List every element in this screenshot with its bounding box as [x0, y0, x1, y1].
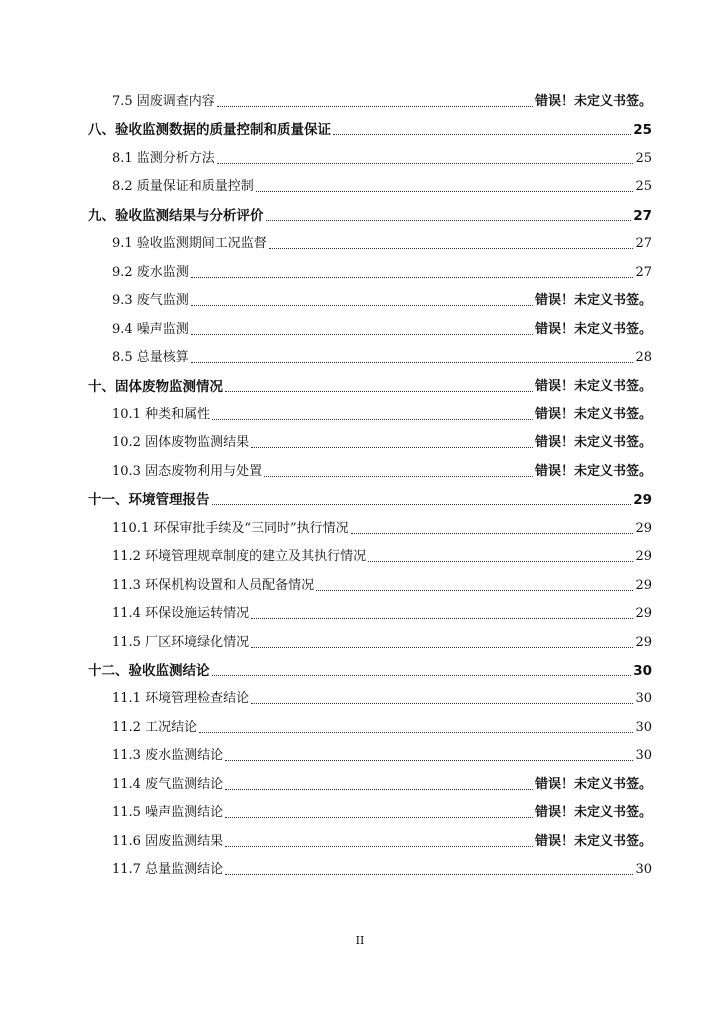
dot-leader [191, 334, 533, 335]
toc-entry[interactable] [112, 316, 652, 338]
toc-entry-label: 8.5 总量核算 [112, 350, 189, 366]
toc-entry-label: 十二、验收监测结论 [88, 663, 210, 679]
toc-entry-bookmark-error: 错误！未定义书签。 [534, 805, 652, 821]
toc-entry-label: 11.4 废气监测结论 [112, 776, 224, 792]
toc-entry-label: 9.4 噪声监测 [112, 321, 189, 337]
toc-entry[interactable] [112, 515, 652, 537]
toc-entry-page: 25 [635, 150, 652, 166]
toc-entry[interactable] [112, 572, 652, 594]
dot-leader [251, 447, 533, 448]
dot-leader [351, 533, 634, 534]
toc-entry-label: 10.2 固体废物监测结果 [112, 435, 250, 451]
dot-leader [217, 163, 634, 164]
dot-leader [251, 618, 633, 619]
dot-leader [225, 789, 533, 790]
toc-entry[interactable] [112, 629, 652, 651]
toc-entry-label: 7.5 固废调查内容 [112, 94, 215, 109]
toc-entry-label: 11.5 厂区环境绿化情况 [112, 634, 250, 650]
toc-entry[interactable] [112, 145, 652, 167]
toc-entry[interactable] [88, 486, 652, 508]
toc-entry-bookmark-error: 错误！未定义书签。 [534, 94, 652, 109]
toc-entry-label: 九、验收监测结果与分析评价 [88, 207, 264, 224]
toc-entry[interactable] [112, 259, 652, 281]
toc-entry-label: 10.3 固态废物利用与处置 [112, 463, 263, 479]
toc-entry-label: 11.3 环保机构设置和人员配备情况 [112, 577, 315, 593]
toc-entry[interactable] [112, 828, 652, 850]
toc-entry-label: 11.3 废水监测结论 [112, 748, 224, 764]
page-number: II [355, 934, 365, 947]
dot-leader [217, 106, 533, 107]
dot-leader [368, 561, 633, 562]
toc-entry-label: 9.2 废水监测 [112, 264, 189, 280]
toc-entry[interactable] [112, 543, 652, 565]
toc-entry-label: 110.1 环保审批手续及“三同时”执行情况 [112, 520, 349, 536]
dot-leader [212, 675, 632, 676]
dot-leader [212, 419, 533, 420]
toc-entry[interactable] [112, 771, 652, 793]
toc-entry[interactable] [112, 458, 652, 480]
toc-entry-page: 25 [635, 179, 652, 195]
dot-leader [264, 476, 533, 477]
dot-leader [191, 362, 634, 363]
toc-entry[interactable] [112, 429, 652, 451]
toc-entry-label: 11.7 总量监测结论 [112, 862, 224, 878]
toc-entry-bookmark-error: 错误！未定义书签。 [534, 406, 652, 422]
toc-entry-bookmark-error: 错误！未定义书签。 [534, 378, 652, 394]
dot-leader [256, 191, 634, 192]
toc-entry-label: 11.6 固废监测结果 [112, 833, 224, 849]
toc-entry[interactable] [112, 685, 652, 707]
toc-entry[interactable] [112, 344, 652, 366]
toc-entry-bookmark-error: 错误！未定义书签。 [534, 463, 652, 479]
toc-entry[interactable] [112, 799, 652, 821]
toc-entry[interactable] [112, 88, 652, 110]
dot-leader [199, 732, 633, 733]
toc-entry-label: 八、验收监测数据的质量控制和质量保证 [88, 122, 331, 139]
toc-entry-page: 29 [635, 577, 652, 593]
toc-entry-page: 29 [635, 549, 652, 565]
toc-entry[interactable] [88, 373, 652, 395]
toc-entry-label: 十一、环境管理报告 [88, 492, 210, 509]
toc-entry-bookmark-error: 错误！未定义书签。 [534, 833, 652, 849]
toc-entry-label: 11.5 噪声监测结论 [112, 805, 224, 821]
toc-entry-page: 25 [633, 122, 652, 139]
toc-entry[interactable] [88, 657, 652, 679]
dot-leader [225, 846, 533, 847]
dot-leader [225, 391, 533, 392]
dot-leader [251, 703, 633, 704]
toc-entry-page: 30 [635, 719, 652, 735]
toc-entry[interactable] [88, 116, 652, 138]
dot-leader [333, 134, 631, 135]
dot-leader [225, 874, 633, 875]
toc-entry-label: 11.2 工况结论 [112, 719, 198, 735]
dot-leader [225, 760, 633, 761]
dot-leader [191, 277, 634, 278]
toc-entry[interactable] [112, 230, 652, 252]
toc-entry-page: 30 [635, 748, 652, 764]
toc-entry-label: 十、固体废物监测情况 [88, 378, 223, 395]
toc-entry-bookmark-error: 错误！未定义书签。 [534, 776, 652, 792]
dot-leader [212, 504, 632, 505]
toc-entry-label: 9.3 废气监测 [112, 293, 189, 309]
dot-leader [316, 590, 633, 591]
toc-entry-label: 8.2 质量保证和质量控制 [112, 179, 254, 195]
toc-entry-page: 30 [633, 663, 652, 679]
toc-entry[interactable] [112, 401, 652, 423]
toc-entry[interactable] [112, 600, 652, 622]
toc-entry-label: 8.1 监测分析方法 [112, 150, 215, 166]
toc-entry[interactable] [112, 173, 652, 195]
dot-leader [191, 305, 533, 306]
toc-entry-page: 28 [635, 350, 652, 366]
toc-entry[interactable] [112, 287, 652, 309]
toc-entry-page: 29 [635, 520, 652, 536]
toc-entry-page: 29 [635, 606, 652, 622]
toc-entry-page: 27 [635, 236, 652, 252]
toc-entry[interactable] [88, 202, 652, 224]
toc-entry-page: 30 [635, 862, 652, 878]
toc-entry-label: 10.1 种类和属性 [112, 406, 211, 422]
toc-entry-page: 29 [633, 492, 652, 509]
toc-entry-bookmark-error: 错误！未定义书签。 [534, 321, 652, 337]
toc-entry[interactable] [112, 714, 652, 736]
toc-entry-label: 9.1 验收监测期间工况监督 [112, 236, 267, 252]
toc-entry-page: 29 [635, 634, 652, 650]
toc-entry[interactable] [112, 856, 652, 878]
toc-entry-page: 30 [635, 691, 652, 707]
toc-entry-label: 11.1 环境管理检查结论 [112, 691, 250, 707]
dot-leader [266, 220, 632, 221]
toc-entry-page: 27 [635, 264, 652, 280]
toc-entry-label: 11.4 环保设施运转情况 [112, 606, 250, 622]
dot-leader [269, 248, 634, 249]
toc-entry-label: 11.2 环境管理规章制度的建立及其执行情况 [112, 549, 367, 565]
toc-entry-page: 27 [633, 207, 652, 224]
dot-leader [225, 817, 533, 818]
dot-leader [251, 647, 633, 648]
toc-entry-bookmark-error: 错误！未定义书签。 [534, 293, 652, 309]
toc-entry-bookmark-error: 错误！未定义书签。 [534, 435, 652, 451]
toc-entry[interactable] [112, 742, 652, 764]
